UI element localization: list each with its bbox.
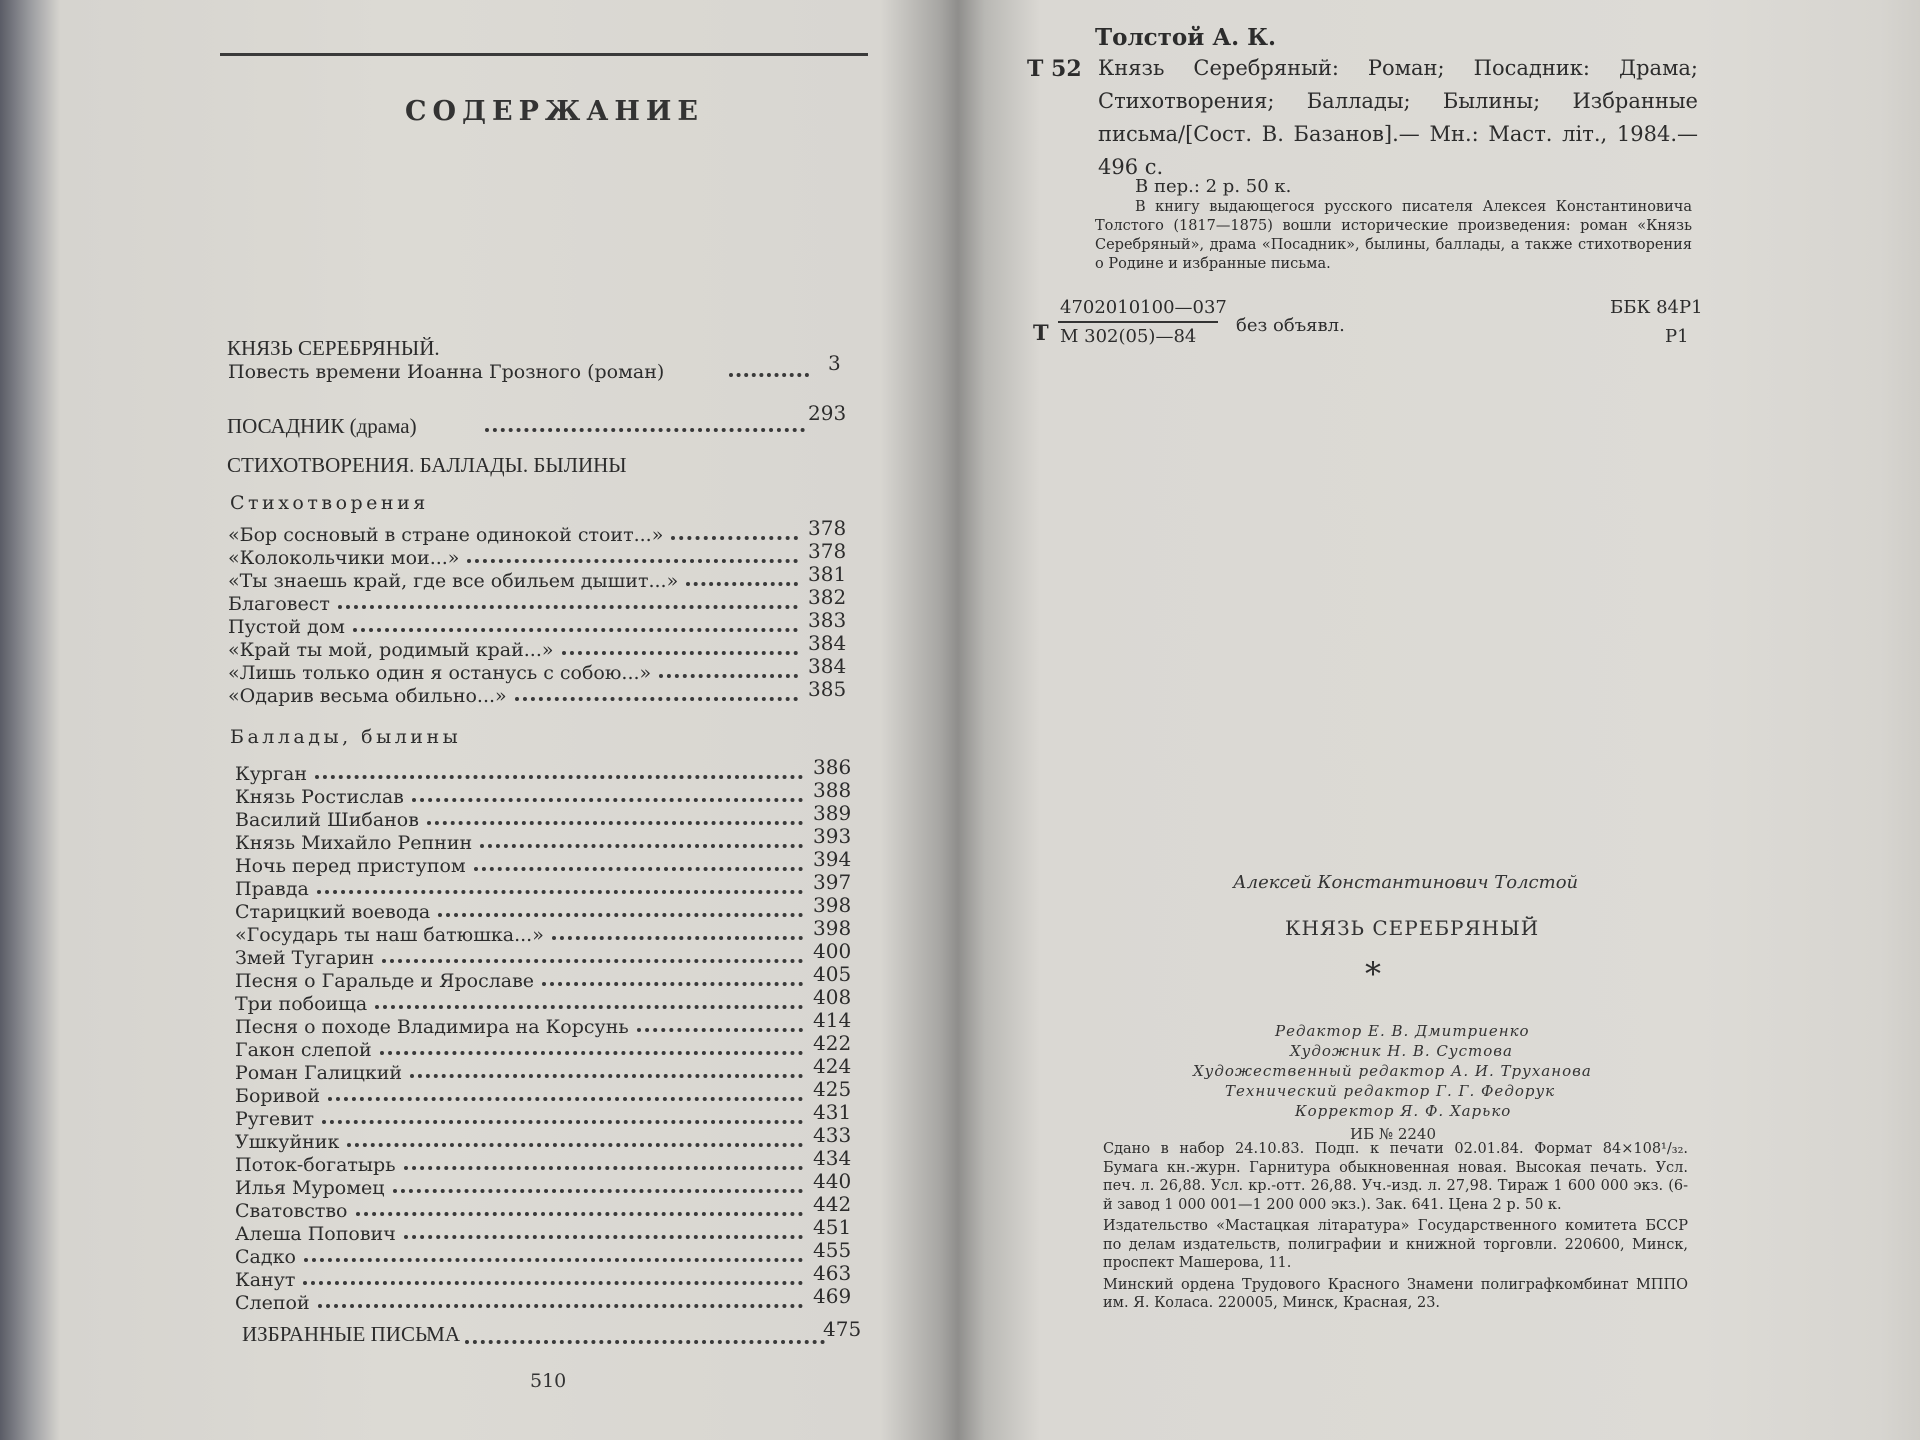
leader-dots: [562, 651, 799, 655]
toc-entry-page: 422: [813, 1031, 852, 1055]
toc-entry-page: 398: [813, 893, 852, 917]
toc-entry-title: Канут: [235, 1269, 296, 1291]
leader-dots: [438, 913, 803, 917]
toc-entry-page: 451: [813, 1215, 852, 1239]
imprint-print-details: Сдано в набор 24.10.83. Подп. к печати 02.01.84. Формат 84×108¹/₃₂. Бумага кн.-журн. Гарнитура обыкновенная новая. Высокая печать. Усл. печ. л. 26,88. Усл. кр.-отт. 26,88. Уч.-изд. л. 27,98. Тираж 1 600 000 экз. (6-й завод 1 000 001—1 200 000 экз.). Зак. 641. Цена 2 р. 50 к.: [1103, 1141, 1688, 1213]
toc-entry-title: Змей Тугарин: [235, 947, 375, 969]
toc-entry-page: 378: [808, 516, 847, 540]
catalog-code: Т 52: [1027, 56, 1082, 82]
leader-dots: [515, 697, 798, 701]
page-number: 293: [808, 401, 847, 425]
staff-corrector: Корректор Я. Ф. Харько: [1295, 1102, 1512, 1120]
section-title-drama: ПОСАДНИК (драма): [227, 414, 417, 438]
colophon-author: Алексей Константинович Толстой: [1233, 872, 1579, 893]
toc-entry-title: Слепой: [235, 1292, 310, 1314]
imprint-publisher: Издательство «Мастацкая літаратура» Государственного комитета БССР по делам издательств, полиграфии и книжной торговли. 220600, Минск, проспект Машерова, 11.: [1103, 1218, 1688, 1271]
leader-dots: [347, 1143, 803, 1147]
toc-entry-title: Гакон слепой: [235, 1039, 372, 1061]
imprint-printer: Минский ордена Трудового Красного Знамени полиграфкомбинат МППО им. Я. Коласа. 220005, Минск, Красная, 23.: [1103, 1276, 1688, 1311]
leader-dots: [303, 1281, 803, 1285]
toc-entry-page: 431: [813, 1100, 852, 1124]
page-folio: 510: [530, 1370, 567, 1392]
toc-entry-page: 385: [808, 677, 847, 701]
toc-entry-title: Садко: [235, 1246, 296, 1268]
leader-dots: [338, 605, 798, 609]
leader-dots: [480, 844, 803, 848]
page-number: 3: [828, 351, 841, 375]
toc-entry-title: Песня о походе Владимира на Корсунь: [235, 1016, 629, 1038]
toc-entry-title: Курган: [235, 763, 307, 785]
leader-dots: [552, 936, 803, 940]
colophon-title: КНЯЗЬ СЕРЕБРЯНЫЙ: [1285, 916, 1540, 940]
toc-entry-title: Правда: [235, 878, 309, 900]
leader-dots: [404, 1235, 803, 1239]
toc-entry-title: Поток-богатырь: [235, 1154, 396, 1176]
toc-entry-page: 434: [813, 1146, 852, 1170]
toc-entry-page: 397: [813, 870, 852, 894]
staff-artist: Художник Н. В. Сустова: [1290, 1042, 1513, 1060]
toc-entry-title: Боривой: [235, 1085, 321, 1107]
catalog-author: Толстой А. К.: [1095, 24, 1277, 51]
toc-entry-title: Ушкуйник: [235, 1131, 340, 1153]
toc-entry-title: Роман Галицкий: [235, 1062, 403, 1084]
leader-dots: [380, 1051, 803, 1055]
leader-dots: [410, 1074, 803, 1078]
bbk-code: ББК 84Р1: [1610, 297, 1703, 318]
top-rule: [220, 53, 868, 56]
toc-entry-title: Старицкий воевода: [235, 901, 431, 923]
toc-entry-title: Благовест: [228, 593, 330, 615]
toc-entry-page: 442: [813, 1192, 852, 1216]
leader-dots: [427, 821, 803, 825]
class-fraction-rule: [1058, 321, 1218, 323]
leader-dots: [637, 1028, 803, 1032]
section-title-poems: СТИХОТВОРЕНИЯ. БАЛЛАДЫ. БЫЛИНЫ: [227, 453, 627, 477]
leader-dots: [393, 1189, 804, 1193]
section-title-novel: КНЯЗЬ СЕРЕБРЯНЫЙ.: [227, 336, 440, 360]
toc-entry-title: Князь Михайло Репнин: [235, 832, 473, 854]
toc-entry-page: 389: [813, 801, 852, 825]
toc-entry-title: «Бор сосновый в стране одинокой стоит...»: [228, 524, 664, 546]
toc-entry-page: 469: [813, 1284, 852, 1308]
toc-entry-page: 382: [808, 585, 847, 609]
catalog-description-text: Князь Серебряный: Роман; Посадник: Драма; Стихотворения; Баллады; Былины; Избранные письма/[Сост. В. Базанов].— Мн.: Маст. літ., 1984.— 496 с.: [1098, 56, 1698, 179]
toc-entry-title: «Колокольчики мои...»: [228, 547, 460, 569]
toc-entry-page: 393: [813, 824, 852, 848]
staff-art-editor: Художественный редактор А. И. Труханова: [1193, 1062, 1592, 1080]
toc-entry-page: 408: [813, 985, 852, 1009]
ballads-heading: Баллады, былины: [230, 726, 462, 748]
toc-entry-title: Три побоища: [235, 993, 368, 1015]
leader-dots: [328, 1097, 803, 1101]
toc-entry-title: Пустой дом: [228, 616, 345, 638]
class-numerator: 4702010100—037: [1060, 297, 1227, 318]
toc-entry-title: Князь Ростислав: [235, 786, 404, 808]
toc-title: СОДЕРЖАНИЕ: [405, 96, 704, 127]
leader-dots: [382, 959, 803, 963]
toc-entry-page: 455: [813, 1238, 852, 1262]
leader-dots: [304, 1258, 803, 1262]
toc-entry-title: «Край ты мой, родимый край...»: [228, 639, 554, 661]
toc-entry-page: 384: [808, 631, 847, 655]
leader-dots: [322, 1120, 803, 1124]
leader-dots: [465, 1340, 825, 1344]
toc-entry-page: 381: [808, 562, 847, 586]
staff-editor: Редактор Е. В. Дмитриенко: [1275, 1022, 1530, 1040]
toc-entry-title: Песня о Гаральде и Ярославе: [235, 970, 535, 992]
toc-entry-page: 405: [813, 962, 852, 986]
imprint-block: [1103, 1140, 1688, 1313]
leader-dots: [356, 1212, 804, 1216]
staff-tech-editor: Технический редактор Г. Г. Федорук: [1225, 1082, 1556, 1100]
toc-entry-page: 386: [813, 755, 852, 779]
toc-entry-page: 388: [813, 778, 852, 802]
ib-number: ИБ № 2240: [1350, 1125, 1437, 1143]
toc-entry-page: 433: [813, 1123, 852, 1147]
leader-dots: [671, 536, 798, 540]
right-page: [975, 0, 1920, 1440]
leader-dots: [729, 373, 809, 377]
leader-dots: [318, 1304, 803, 1308]
toc-entry-page: 400: [813, 939, 852, 963]
bbk-code-secondary: Р1: [1665, 326, 1689, 347]
class-letter: Т: [1033, 320, 1049, 345]
toc-entry-page: 463: [813, 1261, 852, 1285]
toc-entry-page: 398: [813, 916, 852, 940]
toc-entry-page: 378: [808, 539, 847, 563]
toc-entry-title: Алеша Попович: [235, 1223, 396, 1245]
catalog-description: [1098, 52, 1698, 184]
leader-dots: [317, 890, 803, 894]
toc-entry-title: Сватовство: [235, 1200, 348, 1222]
toc-entry-page: 414: [813, 1008, 852, 1032]
section-title-letters: ИЗБРАННЫЕ ПИСЬМА: [242, 1322, 461, 1346]
toc-entry-title: Ругевит: [235, 1108, 315, 1130]
toc-entry-title: «Одарив весьма обильно...»: [228, 685, 507, 707]
toc-entry-page: 440: [813, 1169, 852, 1193]
leader-dots: [375, 1005, 803, 1009]
toc-entry-title: Василий Шибанов: [235, 809, 419, 831]
toc-entry-page: 383: [808, 608, 847, 632]
leader-dots: [353, 628, 798, 632]
leader-dots: [542, 982, 803, 986]
leader-dots: [404, 1166, 803, 1170]
leader-dots: [474, 867, 803, 871]
toc-entry-title: «Государь ты наш батюшка...»: [235, 924, 544, 946]
toc-entry-page: 425: [813, 1077, 852, 1101]
catalog-price: В пер.: 2 р. 50 к.: [1135, 176, 1292, 197]
toc-entry-page: 424: [813, 1054, 852, 1078]
leader-dots: [412, 798, 803, 802]
toc-entry-title: Илья Муромец: [235, 1177, 385, 1199]
left-page: [45, 0, 950, 1440]
toc-entry-title: «Лишь только один я останусь с собою...»: [228, 662, 652, 684]
class-note: без объявл.: [1236, 315, 1345, 336]
poems-heading: Стихотворения: [230, 492, 429, 514]
leader-dots: [659, 674, 798, 678]
page-number: 475: [823, 1317, 862, 1341]
toc-entry-page: 394: [813, 847, 852, 871]
leader-dots: [485, 428, 805, 432]
catalog-annotation: В книгу выдающегося русского писателя Алексея Константиновича Толстого (1817—1875) вошли исторические произведения: роман «Князь Серебряный», драма «Посадник», былины, баллады, а также стихотворения о Родине и избранные письма.: [1095, 199, 1692, 272]
star-ornament: *: [1365, 955, 1381, 993]
toc-entry-page: 384: [808, 654, 847, 678]
leader-dots: [315, 775, 803, 779]
toc-entry-title: «Ты знаешь край, где все обильем дышит...»: [228, 570, 679, 592]
class-denominator: М 302(05)—84: [1060, 326, 1197, 347]
toc-entry-title: Ночь перед приступом: [235, 855, 466, 877]
leader-dots: [467, 559, 798, 563]
leader-dots: [686, 582, 798, 586]
section-subtitle-novel: Повесть времени Иоанна Грозного (роман): [228, 361, 665, 383]
